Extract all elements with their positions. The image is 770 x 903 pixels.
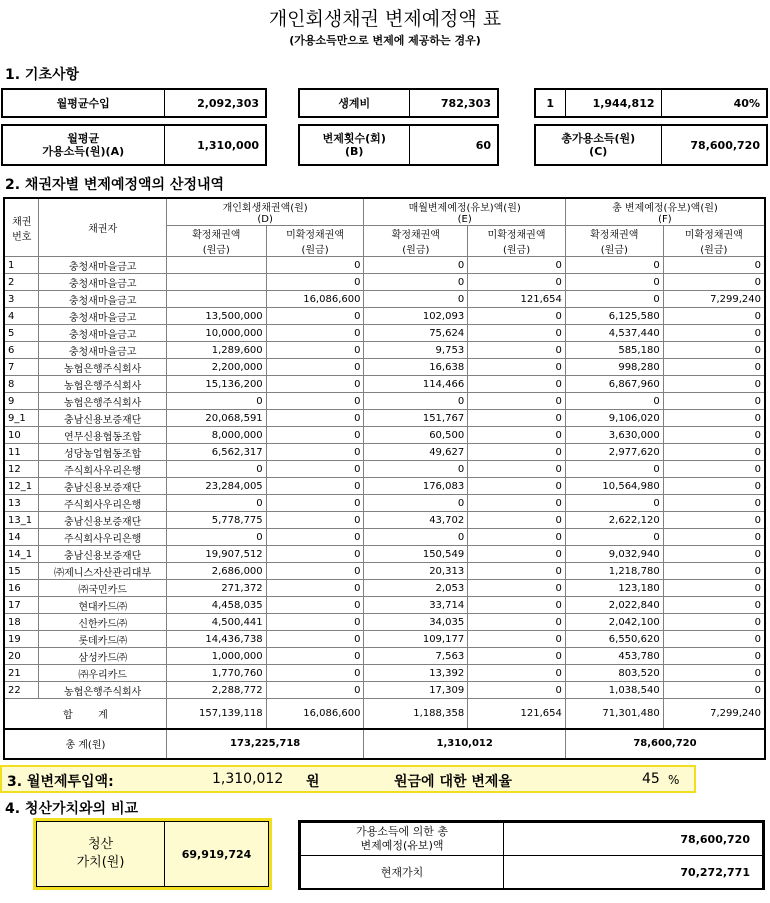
monthly-payment-unit: 원	[306, 774, 320, 790]
total-d: 173,225,718	[166, 729, 364, 759]
row-f-unconfirmed: 0	[663, 529, 765, 546]
row-no: 13	[4, 495, 39, 512]
row-d-confirmed: 15,136,200	[166, 376, 266, 393]
sum-f2: 7,299,240	[663, 699, 765, 729]
row-f-confirmed: 0	[565, 274, 663, 291]
row-e-confirmed: 16,638	[364, 359, 468, 376]
row-f-unconfirmed: 0	[663, 257, 765, 274]
row-d-unconfirmed: 0	[266, 427, 364, 444]
row-e-unconfirmed: 0	[468, 376, 566, 393]
row-d-unconfirmed: 0	[266, 614, 364, 631]
row-f-confirmed: 2,042,100	[565, 614, 663, 631]
row-creditor: 충남신용보증재단	[39, 512, 166, 529]
row-f-confirmed: 10,564,980	[565, 478, 663, 495]
comparison-box	[298, 820, 765, 890]
row-f-unconfirmed: 0	[663, 478, 765, 495]
row-f-unconfirmed: 0	[663, 597, 765, 614]
row-e-confirmed: 34,035	[364, 614, 468, 631]
table-row	[4, 563, 765, 580]
document-title: 개인회생채권 변제예정액 표	[268, 8, 502, 30]
row-d-confirmed: 0	[166, 461, 266, 478]
row-d-unconfirmed: 0	[266, 274, 364, 291]
row-no: 10	[4, 427, 39, 444]
row-no: 6	[4, 342, 39, 359]
row-f-confirmed: 6,867,960	[565, 376, 663, 393]
table-row	[4, 427, 765, 444]
row-no: 4	[4, 308, 39, 325]
row-e-unconfirmed: 0	[468, 342, 566, 359]
row-d-confirmed	[166, 257, 266, 274]
row-d-confirmed	[166, 291, 266, 308]
row-f-confirmed: 6,550,620	[565, 631, 663, 648]
row-no: 14	[4, 529, 39, 546]
total-label: 총 계(원)	[4, 729, 166, 759]
row-e-unconfirmed: 0	[468, 444, 566, 461]
row-no: 20	[4, 648, 39, 665]
total-avail-label: 총가용소득(원) (C)	[535, 125, 661, 165]
box3	[534, 88, 768, 118]
present-value-label: 현재가치	[301, 856, 504, 889]
row-f-unconfirmed: 0	[663, 631, 765, 648]
row-d-unconfirmed: 0	[266, 563, 364, 580]
row-f-unconfirmed: 0	[663, 427, 765, 444]
row-d-unconfirmed: 0	[266, 393, 364, 410]
row-creditor: 충청새마을금고	[39, 291, 166, 308]
row-creditor: 충남신용보증재단	[39, 546, 166, 563]
header-group-f: 총 변제예정(유보)액(원) (F)	[565, 198, 765, 226]
row-d-confirmed: 0	[166, 495, 266, 512]
monthly-income-value: 2,092,303	[164, 89, 266, 117]
row-e-confirmed: 109,177	[364, 631, 468, 648]
row-e-unconfirmed: 0	[468, 478, 566, 495]
row-no: 1	[4, 257, 39, 274]
row-f-unconfirmed: 0	[663, 325, 765, 342]
row-e-confirmed: 0	[364, 461, 468, 478]
table-row	[4, 512, 765, 529]
table-row	[4, 291, 765, 308]
table-row	[4, 529, 765, 546]
present-value: 70,272,771	[504, 856, 763, 889]
repay-rate-value: 45	[642, 771, 660, 787]
row-f-unconfirmed: 0	[663, 512, 765, 529]
row-d-unconfirmed: 0	[266, 665, 364, 682]
row-e-confirmed: 9,753	[364, 342, 468, 359]
row-e-unconfirmed: 0	[468, 393, 566, 410]
row-e-confirmed: 20,313	[364, 563, 468, 580]
row-e-unconfirmed: 0	[468, 257, 566, 274]
row-e-confirmed: 13,392	[364, 665, 468, 682]
row-d-unconfirmed: 0	[266, 529, 364, 546]
row-f-unconfirmed: 0	[663, 665, 765, 682]
row-f-confirmed: 4,537,440	[565, 325, 663, 342]
table-row	[4, 308, 765, 325]
table-row	[4, 359, 765, 376]
row-no: 11	[4, 444, 39, 461]
row-e-unconfirmed: 0	[468, 682, 566, 699]
header-creditor: 채권자	[39, 198, 166, 257]
row-f-confirmed: 6,125,580	[565, 308, 663, 325]
row-creditor: 롯데카드㈜	[39, 631, 166, 648]
row-e-unconfirmed: 0	[468, 665, 566, 682]
monthly-payment-value: 1,310,012	[212, 771, 284, 787]
row-no: 13_1	[4, 512, 39, 529]
sum-d1: 157,139,118	[166, 699, 266, 729]
row-d-confirmed: 271,372	[166, 580, 266, 597]
living-cost-value: 782,303	[409, 89, 498, 117]
row-creditor: 연무신용협동조합	[39, 427, 166, 444]
row-no: 19	[4, 631, 39, 648]
row-f-unconfirmed: 0	[663, 563, 765, 580]
total-e: 1,310,012	[364, 729, 565, 759]
row-d-unconfirmed: 0	[266, 648, 364, 665]
row-f-unconfirmed: 0	[663, 376, 765, 393]
table-row	[4, 444, 765, 461]
creditor-table	[3, 197, 766, 760]
row-f-confirmed: 9,032,940	[565, 546, 663, 563]
row-creditor: 충청새마을금고	[39, 342, 166, 359]
row-no: 12_1	[4, 478, 39, 495]
table-row	[4, 495, 765, 512]
row-d-unconfirmed: 0	[266, 257, 364, 274]
row-d-confirmed: 2,200,000	[166, 359, 266, 376]
row-f-unconfirmed: 0	[663, 546, 765, 563]
row-f-confirmed: 2,622,120	[565, 512, 663, 529]
header-group-e: 매월변제예정(유보)액(원) (E)	[364, 198, 565, 226]
row-f-confirmed: 3,630,000	[565, 427, 663, 444]
sum-row	[4, 699, 765, 729]
row-f-unconfirmed: 0	[663, 682, 765, 699]
sum-label: 합 계	[4, 699, 166, 729]
box3-value: 1,944,812	[565, 89, 661, 117]
row-f-unconfirmed: 0	[663, 614, 765, 631]
row-d-confirmed: 23,284,005	[166, 478, 266, 495]
row-e-confirmed: 102,093	[364, 308, 468, 325]
row-d-confirmed: 1,770,760	[166, 665, 266, 682]
row-e-unconfirmed: 0	[468, 529, 566, 546]
row-d-unconfirmed: 0	[266, 376, 364, 393]
row-d-confirmed: 19,907,512	[166, 546, 266, 563]
row-e-unconfirmed: 0	[468, 495, 566, 512]
row-creditor: 농협은행주식회사	[39, 682, 166, 699]
table-row	[4, 580, 765, 597]
row-no: 15	[4, 563, 39, 580]
row-f-confirmed: 123,180	[565, 580, 663, 597]
row-e-confirmed: 43,702	[364, 512, 468, 529]
row-d-confirmed	[166, 274, 266, 291]
row-f-confirmed: 0	[565, 291, 663, 308]
living-cost-box	[298, 88, 499, 118]
monthly-income-label: 월평균수입	[2, 89, 164, 117]
row-f-unconfirmed: 0	[663, 461, 765, 478]
repay-rate-label: 원금에 대한 변제율	[394, 774, 512, 790]
row-f-unconfirmed: 0	[663, 393, 765, 410]
row-e-unconfirmed: 0	[468, 512, 566, 529]
sum-e2: 121,654	[468, 699, 566, 729]
row-e-unconfirmed: 0	[468, 325, 566, 342]
repay-count-label: 변제횟수(회) (B)	[299, 125, 409, 165]
row-no: 9_1	[4, 410, 39, 427]
header-e-unconfirmed: 미확정채권액 (원금)	[468, 226, 566, 257]
row-creditor: 충청새마을금고	[39, 257, 166, 274]
table-row	[4, 597, 765, 614]
row-d-unconfirmed: 16,086,600	[266, 291, 364, 308]
header-d-unconfirmed: 미확정채권액 (원금)	[266, 226, 364, 257]
row-d-confirmed: 13,500,000	[166, 308, 266, 325]
row-creditor: 농협은행주식회사	[39, 393, 166, 410]
row-d-unconfirmed: 0	[266, 631, 364, 648]
total-avail-value: 78,600,720	[661, 125, 767, 165]
row-d-unconfirmed: 0	[266, 478, 364, 495]
table-row	[4, 631, 765, 648]
row-d-confirmed: 10,000,000	[166, 325, 266, 342]
row-creditor: 현대카드㈜	[39, 597, 166, 614]
row-d-confirmed: 1,000,000	[166, 648, 266, 665]
row-no: 21	[4, 665, 39, 682]
row-creditor: 농협은행주식회사	[39, 376, 166, 393]
row-d-unconfirmed: 0	[266, 342, 364, 359]
row-creditor: 주식회사우리은행	[39, 495, 166, 512]
section3-heading: 3. 월변제투입액:	[7, 774, 114, 790]
table-row	[4, 325, 765, 342]
row-d-confirmed: 14,436,738	[166, 631, 266, 648]
row-e-unconfirmed: 0	[468, 461, 566, 478]
row-e-confirmed: 0	[364, 393, 468, 410]
row-d-confirmed: 5,778,775	[166, 512, 266, 529]
row-e-unconfirmed: 0	[468, 597, 566, 614]
row-d-confirmed: 2,288,772	[166, 682, 266, 699]
row-creditor: 성당농업협동조합	[39, 444, 166, 461]
row-e-unconfirmed: 0	[468, 410, 566, 427]
row-e-confirmed: 75,624	[364, 325, 468, 342]
row-d-confirmed: 0	[166, 529, 266, 546]
header-group-d: 개인회생채권액(원) (D)	[166, 198, 364, 226]
repay-rate-unit: %	[668, 773, 680, 787]
row-e-unconfirmed: 121,654	[468, 291, 566, 308]
row-d-unconfirmed: 0	[266, 308, 364, 325]
row-no: 2	[4, 274, 39, 291]
row-d-confirmed: 1,289,600	[166, 342, 266, 359]
row-d-confirmed: 4,458,035	[166, 597, 266, 614]
header-e-confirmed: 확정채권액 (원금)	[364, 226, 468, 257]
row-no: 12	[4, 461, 39, 478]
row-f-unconfirmed: 0	[663, 308, 765, 325]
row-no: 22	[4, 682, 39, 699]
row-f-confirmed: 585,180	[565, 342, 663, 359]
row-e-unconfirmed: 0	[468, 580, 566, 597]
repay-count-value: 60	[409, 125, 498, 165]
row-d-unconfirmed: 0	[266, 359, 364, 376]
row-f-unconfirmed: 0	[663, 274, 765, 291]
row-no: 18	[4, 614, 39, 631]
row-no: 7	[4, 359, 39, 376]
row-no: 14_1	[4, 546, 39, 563]
row-e-unconfirmed: 0	[468, 648, 566, 665]
row-e-confirmed: 0	[364, 291, 468, 308]
avail-income-box	[1, 124, 267, 166]
box3-label: 1	[535, 89, 565, 117]
row-creditor: 충청새마을금고	[39, 274, 166, 291]
row-no: 16	[4, 580, 39, 597]
sum-f1: 71,301,480	[565, 699, 663, 729]
liquidation-label: 청산 가치(원)	[37, 822, 165, 887]
row-creditor: ㈜제니스자산관리대부	[39, 563, 166, 580]
total-avail-box	[534, 124, 768, 166]
row-d-confirmed: 8,000,000	[166, 427, 266, 444]
row-e-confirmed: 33,714	[364, 597, 468, 614]
row-f-confirmed: 1,218,780	[565, 563, 663, 580]
row-e-unconfirmed: 0	[468, 274, 566, 291]
row-creditor: 충청새마을금고	[39, 325, 166, 342]
row-d-confirmed: 6,562,317	[166, 444, 266, 461]
table-row	[4, 410, 765, 427]
row-f-confirmed: 0	[565, 495, 663, 512]
header-f-confirmed: 확정채권액 (원금)	[565, 226, 663, 257]
avail-total-label: 가용소득에 의한 총 변제예정(유보)액	[301, 823, 504, 856]
sum-d2: 16,086,600	[266, 699, 364, 729]
living-cost-label: 생계비	[299, 89, 409, 117]
table-row	[4, 274, 765, 291]
row-creditor: ㈜우리카드	[39, 665, 166, 682]
table-row	[4, 376, 765, 393]
section1-heading: 1. 기초사항	[5, 67, 80, 83]
row-no: 17	[4, 597, 39, 614]
row-e-unconfirmed: 0	[468, 359, 566, 376]
row-creditor: 삼성카드㈜	[39, 648, 166, 665]
row-no: 5	[4, 325, 39, 342]
monthly-payment-bar	[0, 765, 696, 793]
row-f-unconfirmed: 7,299,240	[663, 291, 765, 308]
row-e-confirmed: 151,767	[364, 410, 468, 427]
row-e-confirmed: 7,563	[364, 648, 468, 665]
row-f-confirmed: 2,022,840	[565, 597, 663, 614]
row-d-unconfirmed: 0	[266, 580, 364, 597]
row-d-unconfirmed: 0	[266, 495, 364, 512]
row-e-confirmed: 0	[364, 274, 468, 291]
repay-count-box	[298, 124, 499, 166]
row-creditor: 충남신용보증재단	[39, 478, 166, 495]
row-creditor: 주식회사우리은행	[39, 529, 166, 546]
row-d-unconfirmed: 0	[266, 410, 364, 427]
row-f-confirmed: 0	[565, 257, 663, 274]
row-no: 3	[4, 291, 39, 308]
row-f-confirmed: 1,038,540	[565, 682, 663, 699]
row-e-confirmed: 0	[364, 529, 468, 546]
table-row	[4, 393, 765, 410]
row-f-unconfirmed: 0	[663, 342, 765, 359]
row-d-unconfirmed: 0	[266, 546, 364, 563]
row-f-confirmed: 0	[565, 529, 663, 546]
sum-e1: 1,188,358	[364, 699, 468, 729]
row-f-unconfirmed: 0	[663, 648, 765, 665]
row-f-confirmed: 0	[565, 393, 663, 410]
row-creditor: 신한카드㈜	[39, 614, 166, 631]
row-e-unconfirmed: 0	[468, 631, 566, 648]
header-d-confirmed: 확정채권액 (원금)	[166, 226, 266, 257]
row-f-unconfirmed: 0	[663, 359, 765, 376]
row-e-unconfirmed: 0	[468, 563, 566, 580]
row-e-confirmed: 150,549	[364, 546, 468, 563]
row-d-unconfirmed: 0	[266, 682, 364, 699]
row-d-confirmed: 2,686,000	[166, 563, 266, 580]
row-f-confirmed: 2,977,620	[565, 444, 663, 461]
row-no: 8	[4, 376, 39, 393]
row-e-confirmed: 114,466	[364, 376, 468, 393]
section2-heading: 2. 채권자별 변제예정액의 산정내역	[5, 177, 225, 193]
row-f-confirmed: 998,280	[565, 359, 663, 376]
row-e-confirmed: 0	[364, 257, 468, 274]
row-f-unconfirmed: 0	[663, 410, 765, 427]
row-d-confirmed: 0	[166, 393, 266, 410]
row-f-unconfirmed: 0	[663, 444, 765, 461]
table-row	[4, 546, 765, 563]
row-e-confirmed: 49,627	[364, 444, 468, 461]
row-creditor: ㈜국민카드	[39, 580, 166, 597]
table-row	[4, 614, 765, 631]
header-no: 채권 번호	[4, 198, 39, 257]
avail-total-value: 78,600,720	[504, 823, 763, 856]
row-no: 9	[4, 393, 39, 410]
table-row	[4, 257, 765, 274]
row-f-confirmed: 803,520	[565, 665, 663, 682]
row-creditor: 충남신용보증재단	[39, 410, 166, 427]
row-e-unconfirmed: 0	[468, 614, 566, 631]
row-e-unconfirmed: 0	[468, 427, 566, 444]
basic-info-left	[1, 88, 267, 118]
row-d-unconfirmed: 0	[266, 461, 364, 478]
row-e-unconfirmed: 0	[468, 308, 566, 325]
box3-percent: 40%	[661, 89, 767, 117]
row-f-confirmed: 453,780	[565, 648, 663, 665]
header-f-unconfirmed: 미확정채권액 (원금)	[663, 226, 765, 257]
row-d-unconfirmed: 0	[266, 597, 364, 614]
row-f-confirmed: 0	[565, 461, 663, 478]
row-e-unconfirmed: 0	[468, 546, 566, 563]
row-e-confirmed: 0	[364, 495, 468, 512]
table-row	[4, 342, 765, 359]
row-d-unconfirmed: 0	[266, 512, 364, 529]
avail-income-value: 1,310,000	[164, 125, 266, 165]
row-creditor: 충청새마을금고	[39, 308, 166, 325]
table-row	[4, 648, 765, 665]
avail-income-label: 월평균 가용소득(원)(A)	[2, 125, 164, 165]
liquidation-value-box	[33, 818, 272, 890]
row-d-confirmed: 4,500,441	[166, 614, 266, 631]
row-d-unconfirmed: 0	[266, 325, 364, 342]
liquidation-value: 69,919,724	[165, 822, 269, 887]
row-f-confirmed: 9,106,020	[565, 410, 663, 427]
row-e-confirmed: 2,053	[364, 580, 468, 597]
table-row	[4, 478, 765, 495]
row-e-confirmed: 176,083	[364, 478, 468, 495]
row-creditor: 주식회사우리은행	[39, 461, 166, 478]
table-row	[4, 461, 765, 478]
section4-heading: 4. 청산가치와의 비교	[5, 801, 138, 817]
row-d-unconfirmed: 0	[266, 444, 364, 461]
row-f-unconfirmed: 0	[663, 580, 765, 597]
table-row	[4, 665, 765, 682]
total-row	[4, 729, 765, 759]
document-subtitle: (가용소득만으로 변제에 제공하는 경우)	[289, 34, 481, 47]
table-row	[4, 682, 765, 699]
row-e-confirmed: 17,309	[364, 682, 468, 699]
row-creditor: 농협은행주식회사	[39, 359, 166, 376]
row-f-unconfirmed: 0	[663, 495, 765, 512]
row-d-confirmed: 20,068,591	[166, 410, 266, 427]
total-f: 78,600,720	[565, 729, 765, 759]
row-e-confirmed: 60,500	[364, 427, 468, 444]
